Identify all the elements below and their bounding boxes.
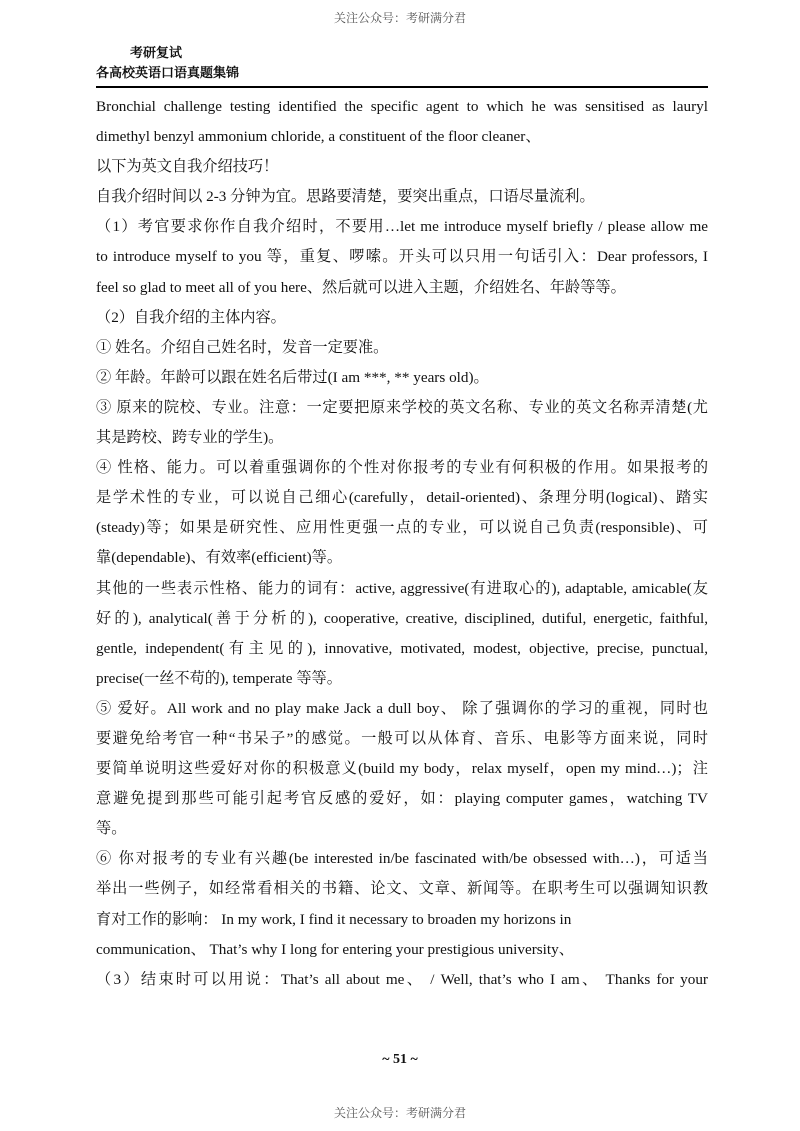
text-line: （1）考官要求你作自我介绍时，不要用…let me introduce myself briefly / please allow me bbox=[96, 218, 708, 236]
text-line: ① 姓名。介绍自己姓名时，发音一定要准。 bbox=[96, 338, 389, 356]
text-line: 自我介绍时间以 2-3 分钟为宜。思路要清楚，要突出重点，口语尽量流利。 bbox=[96, 188, 595, 206]
page-header bbox=[96, 44, 708, 88]
text-line: 意避免提到那些可能引起考官反感的爱好，如：playing computer games，watching TV bbox=[96, 790, 708, 808]
text-line: feel so glad to meet all of you here、然后就可以进入主题，介绍姓名、年龄等等。 bbox=[96, 278, 626, 296]
watermark-top: 关注公众号：考研满分君 bbox=[333, 11, 466, 25]
page-number: ~ 51 ~ bbox=[382, 1052, 418, 1067]
text-line: communication、 That’s why I long for entering your prestigious university、 bbox=[96, 940, 574, 958]
text-line: （2）自我介绍的主体内容。 bbox=[96, 308, 286, 326]
text-line: ④ 性格、能力。可以着重强调你的个性对你报考的专业有何积极的作用。如果报考的 bbox=[96, 459, 708, 477]
watermark-bottom: 关注公众号：考研满分君 bbox=[333, 1106, 466, 1120]
text-line: ⑤ 爱好。All work and no play make Jack a dull boy、 除了强调你的学习的重视，同时也 bbox=[96, 699, 708, 717]
text-line: 举出一些例子，如经常看相关的书籍、论文、文章、新闻等。在职考生可以强调知识教 bbox=[96, 880, 708, 898]
text-line: 好的), analytical(善于分析的), cooperative, creative, disciplined, dutiful, energetic, faithful, bbox=[96, 609, 708, 627]
text-line: (steady)等；如果是研究性、应用性更强一点的专业，可以说自己负责(responsible)、可 bbox=[96, 519, 708, 537]
text-line: 以下为英文自我介绍技巧！ bbox=[96, 158, 279, 176]
text-line: to introduce myself to you 等，重复、啰嗦。开头可以只用一句话引入：Dear professors, I bbox=[96, 248, 708, 266]
document-body bbox=[96, 92, 708, 995]
header-title: 考研复试 bbox=[130, 46, 183, 61]
text-line: precise(一丝不苟的), temperate 等等。 bbox=[96, 669, 342, 687]
text-line: dimethyl benzyl ammonium chloride, a constituent of the floor cleaner、 bbox=[96, 128, 541, 146]
text-line: Bronchial challenge testing identified the specific agent to which he was sensitised as lauryl bbox=[96, 98, 708, 115]
text-line: 等。 bbox=[96, 820, 127, 838]
text-line: 其是跨校、跨专业的学生)。 bbox=[96, 429, 284, 447]
text-line: 要避免给考官一种“书呆子”的感觉。一般可以从体育、音乐、电影等方面来说，同时 bbox=[96, 729, 708, 747]
text-line: ⑥ 你对报考的专业有兴趣(be interested in/be fascinated with/be obsessed with…)，可适当 bbox=[96, 850, 708, 868]
header-subtitle: 各高校英语口语真题集锦 bbox=[96, 64, 708, 88]
text-line: ② 年龄。年龄可以跟在姓名后带过(I am ***, ** years old)。 bbox=[96, 368, 489, 386]
text-line: 靠(dependable)、有效率(efficient)等。 bbox=[96, 549, 343, 567]
text-line: 要简单说明这些爱好对你的积极意义(build my body，relax myself，open my mind…)；注 bbox=[96, 760, 708, 778]
text-line: （3）结束时可以用说：That’s all about me、 / Well, that’s who I am、 Thanks for your bbox=[96, 970, 708, 988]
text-line: 其他的一些表示性格、能力的词有：active, aggressive(有进取心的), adaptable, amicable(友 bbox=[96, 579, 708, 597]
text-line: ③ 原来的院校、专业。注意：一定要把原来学校的英文名称、专业的英文名称弄清楚(尤 bbox=[96, 398, 708, 416]
text-line: 育对工作的影响： In my work, I find it necessary to broaden my horizons in bbox=[96, 910, 572, 928]
text-line: 是学术性的专业，可以说自己细心(carefully，detail-oriented)、条理分明(logical)、踏实 bbox=[96, 489, 708, 507]
text-line: gentle, independent(有主见的), innovative, motivated, modest, objective, precise, punctual, bbox=[96, 639, 708, 657]
